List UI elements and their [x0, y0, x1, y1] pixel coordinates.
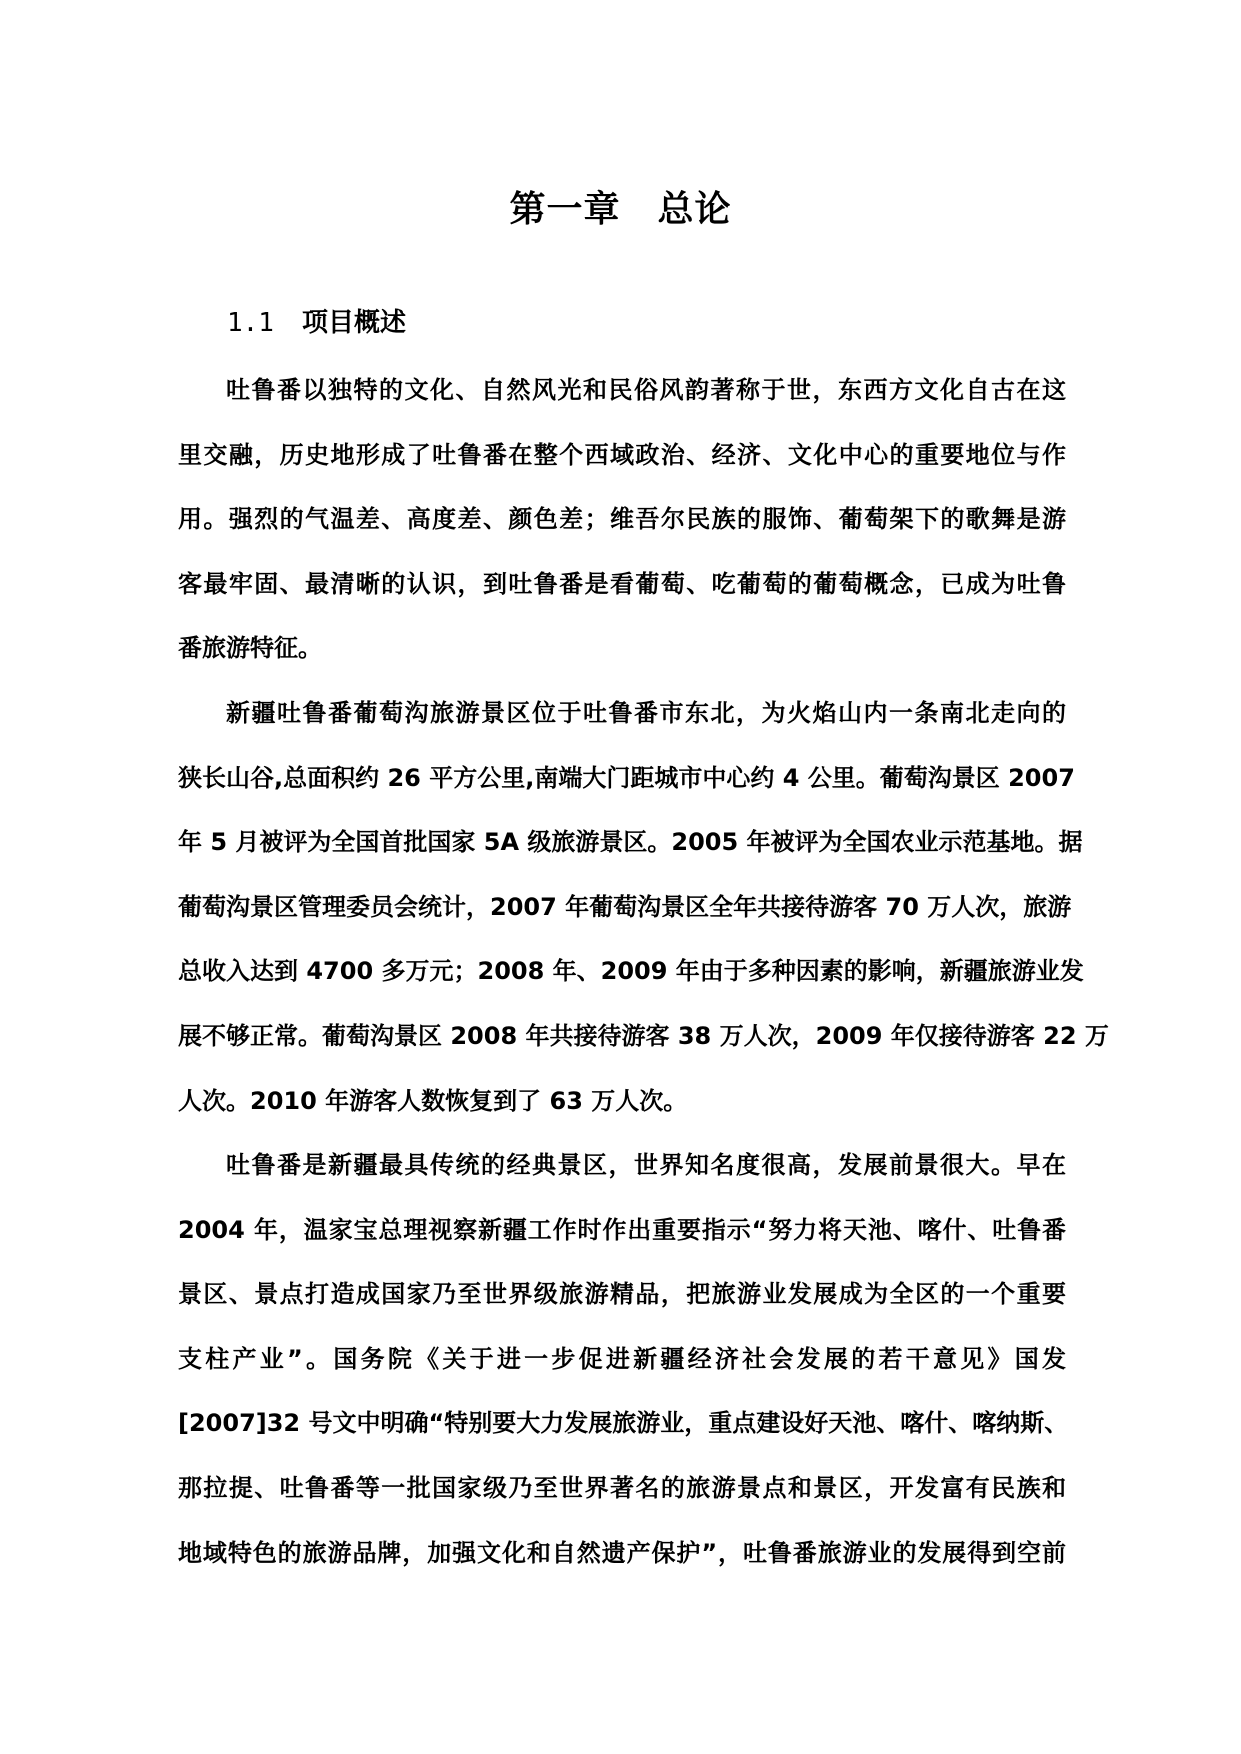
paragraph-line: 新疆吐鲁番葡萄沟旅游景区位于吐鲁番市东北，为火焰山内一条南北走向的: [226, 699, 1066, 727]
paragraph-line: 年 5 月被评为全国首批国家 5A 级旅游景区。2005 年被评为全国农业示范基地。据: [178, 828, 1083, 857]
paragraph-line: [2007]32 号文中明确“特别要大力发展旅游业，重点建设好天池、喀什、喀纳斯、: [178, 1409, 1069, 1438]
section-heading: [227, 306, 406, 340]
paragraph-line: 番旅游特征。: [178, 634, 322, 663]
paragraph-line: 客最牢固、最清晰的认识，到吐鲁番是看葡萄、吃葡萄的葡萄概念，已成为吐鲁: [178, 569, 1066, 598]
paragraph-line: 狭长山谷,总面积约 26 平方公里,南端大门距城市中心约 4 公里。葡萄沟景区 2007: [178, 763, 1075, 792]
section-title: 项目概述: [301, 308, 406, 338]
paragraph-line: 总收入达到 4700 多万元；2008 年、2009 年由于多种因素的影响，新疆旅游业发: [178, 957, 1084, 986]
section-number: 1.1: [227, 308, 274, 338]
paragraph: [178, 358, 1066, 681]
paragraph-line: 景区、景点打造成国家乃至世界级旅游精品，把旅游业发展成为全区的一个重要: [178, 1280, 1066, 1309]
paragraph-line: 里交融，历史地形成了吐鲁番在整个西域政治、经济、文化中心的重要地位与作: [178, 440, 1066, 469]
paragraph-line: 用。强烈的气温差、高度差、颜色差；维吾尔民族的服饰、葡萄架下的歌舞是游: [178, 505, 1066, 534]
paragraph-line: 2004 年，温家宝总理视察新疆工作时作出重要指示“努力将天池、喀什、吐鲁番: [178, 1215, 1066, 1244]
chapter-title: 第一章 总论: [509, 189, 732, 230]
paragraph-line: 吐鲁番是新疆最具传统的经典景区，世界知名度很高，发展前景很大。早在: [226, 1151, 1066, 1179]
paragraph: [178, 1133, 1069, 1585]
paragraph-line: 吐鲁番以独特的文化、自然风光和民俗风韵著称于世，东西方文化自古在这: [226, 376, 1066, 404]
paragraph-line: 展不够正常。葡萄沟景区 2008 年共接待游客 38 万人次，2009 年仅接待游客 22 万: [178, 1021, 1109, 1050]
paragraph-line: 地域特色的旅游品牌，加强文化和自然遗产保护”，吐鲁番旅游业的发展得到空前: [178, 1538, 1066, 1567]
paragraph-line: 人次。2010 年游客人数恢复到了 63 万人次。: [178, 1086, 688, 1115]
paragraph-line: 葡萄沟景区管理委员会统计，2007 年葡萄沟景区全年共接待游客 70 万人次，旅游: [178, 892, 1072, 921]
paragraph-line: 支柱产业”。国务院《关于进一步促进新疆经济社会发展的若干意见》国发: [178, 1344, 1066, 1373]
paragraph-line: 那拉提、吐鲁番等一批国家级乃至世界著名的旅游景点和景区，开发富有民族和: [178, 1473, 1066, 1502]
paragraph: [178, 681, 1109, 1133]
